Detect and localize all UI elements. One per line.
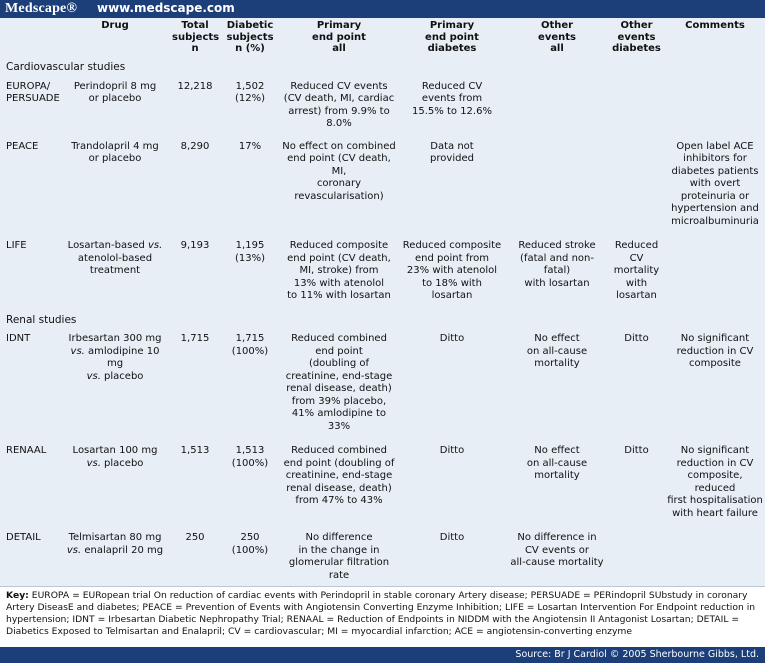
- cell-study: EUROPA/ PERSUADE: [6, 80, 60, 104]
- source-citation: Source: Br J Cardiol © 2005 Sherbourne Gibbs, Ltd.: [515, 649, 759, 660]
- cell-diabetic-subjects: 1,513 (100%): [231, 445, 269, 469]
- cell-other-events-all: No difference in CV events or all-cause mortality: [510, 532, 604, 568]
- key-text: EUROPA = EURopean trial On reduction of cardiac events with Perindopril in stable coronary Artery disease; PERSUADE = PERindopril SUbstudy in coronary Artery DiseasE and diabetes; PEACE = Prevention of Events with Angiotensin Converting Enzyme Inhibition; LIFE = Losartan Intervention For Endpoint reduction in hypertension; IDNT = Irbesartan Diabetic Nephropathy Trial; RENAAL = Reduction of Endpoints in NIDDM with the Angiotensin II Antagonist Losartan; DETAIL = Diabetics Exposed to Telmisartan and Enalapril; CV = cardiovascular; MI = myocardial infarction; ACE = angiotensin-converting enzyme: [6, 590, 756, 637]
- cell-other-events-diabetes: Ditto: [624, 333, 649, 344]
- cell-primary-end-point-diabetes: Ditto: [439, 532, 465, 543]
- section-header-row: [0, 311, 765, 330]
- table-row: [0, 441, 765, 528]
- table-row: [0, 528, 765, 590]
- cell-drug: Irbesartan 300 mg vs. amlodipine 10 mg vs. placebo: [68, 333, 162, 382]
- cell-study: PEACE: [6, 140, 39, 152]
- table-body: [0, 58, 765, 590]
- column-header-drug: Drug: [101, 20, 129, 31]
- cell-total-subjects: 12,218: [177, 80, 213, 92]
- cell-diabetic-subjects: 17%: [238, 140, 262, 152]
- cell-study: RENAAL: [6, 445, 47, 456]
- column-header-primary-end-point-diabetes: Primary end point diabetes: [425, 20, 479, 54]
- cell-primary-end-point-all: Reduced CV events (CV death, MI, cardiac arrest) from 9.9% to 8.0%: [283, 80, 395, 129]
- cell-other-events-all: No effect on all-cause mortality: [526, 333, 588, 369]
- medscape-logo[interactable]: Medscape®: [5, 1, 78, 16]
- cell-primary-end-point-all: Reduced combined end point (doubling of creatinine, end-stage renal disease, death) from 47% to 43%: [283, 445, 395, 506]
- table-row: [0, 329, 765, 441]
- cell-study: LIFE: [6, 240, 27, 251]
- cell-comments: [665, 77, 765, 137]
- cell-total-subjects: 250: [185, 532, 205, 543]
- cell-comments: No significant reduction in CV composite, reduced first hospitalisation with heart failure: [667, 445, 763, 519]
- cell-other-events-all: No effect on all-cause mortality: [526, 445, 588, 481]
- cell-primary-end-point-diabetes: Data not provided: [430, 140, 474, 164]
- section-title: Cardiovascular studies: [6, 61, 126, 73]
- cell-other-events-diabetes: Ditto: [624, 445, 649, 456]
- medscape-header-bar: [0, 0, 765, 18]
- cell-diabetic-subjects: 1,195 (13%): [234, 240, 266, 264]
- source-bar: [0, 647, 765, 663]
- column-header-other-events-diabetes: Other events diabetes: [612, 20, 661, 54]
- cell-diabetic-subjects: 1,715 (100%): [231, 333, 269, 357]
- cell-other-events-diabetes: [608, 528, 665, 590]
- cell-primary-end-point-diabetes: Ditto: [439, 333, 465, 344]
- column-header-diabetic-subjects: Diabetic subjects n (%): [226, 20, 274, 54]
- table-row: [0, 137, 765, 237]
- column-header-study: [0, 18, 60, 58]
- trials-table: [0, 18, 765, 590]
- cell-drug: Losartan 100 mg vs. placebo: [72, 445, 158, 469]
- cell-primary-end-point-all: No effect on combined end point (CV death, MI, coronary revascularisation): [282, 140, 396, 202]
- cell-drug: Trandolapril 4 mg or placebo: [71, 140, 159, 164]
- column-header-comments: Comments: [685, 20, 745, 31]
- table-area: [0, 18, 765, 586]
- cell-study: IDNT: [6, 333, 31, 344]
- cell-primary-end-point-diabetes: Ditto: [439, 445, 465, 456]
- cell-other-events-all: [506, 137, 608, 237]
- cell-primary-end-point-all: Reduced combined end point (doubling of creatinine, end-stage renal disease, death) from 39% placebo, 41% amlodipine to 33%: [285, 333, 393, 432]
- cell-other-events-all: Reduced stroke (fatal and non-fatal) with losartan: [518, 240, 596, 289]
- cell-study: DETAIL: [6, 532, 41, 543]
- cell-primary-end-point-diabetes: Reduced CV events from 15.5% to 12.6%: [412, 80, 492, 117]
- cell-total-subjects: 1,513: [180, 445, 210, 456]
- cell-drug: Perindopril 8 mg or placebo: [73, 80, 157, 104]
- section-header-row: [0, 58, 765, 77]
- cell-total-subjects: 8,290: [180, 140, 210, 152]
- cell-total-subjects: 9,193: [180, 240, 210, 251]
- cell-total-subjects: 1,715: [180, 333, 210, 344]
- table-header-row: [0, 18, 765, 58]
- cell-other-events-diabetes: Reduced CV mortality with losartan: [613, 240, 660, 301]
- cell-primary-end-point-all: No difference in the change in glomerular filtration rate: [288, 532, 390, 581]
- cell-diabetic-subjects: 1,502 (12%): [234, 80, 266, 104]
- column-header-total-subjects: Total subjects n: [172, 20, 220, 54]
- key-label: Key:: [6, 590, 29, 601]
- table-row: [0, 77, 765, 137]
- column-header-other-events-all: Other events all: [538, 20, 576, 54]
- cell-comments: No significant reduction in CV composite: [676, 333, 754, 369]
- cell-diabetic-subjects: 250 (100%): [231, 532, 269, 556]
- column-header-primary-end-point-all: Primary end point all: [312, 20, 366, 54]
- abbreviation-key: [0, 586, 765, 647]
- cell-other-events-diabetes: [608, 77, 665, 137]
- site-url[interactable]: www.medscape.com: [97, 1, 235, 15]
- cell-drug: Telmisartan 80 mg vs. enalapril 20 mg: [66, 532, 164, 556]
- cell-comments: [665, 236, 765, 311]
- cell-other-events-diabetes: [608, 137, 665, 237]
- cell-other-events-all: [506, 77, 608, 137]
- cell-comments: [665, 528, 765, 590]
- section-title: Renal studies: [6, 313, 77, 326]
- cell-comments: Open label ACE inhibitors for diabetes patients with overt proteinuria or hypertension and microalbuminuria: [671, 140, 759, 227]
- cell-primary-end-point-all: Reduced composite end point (CV death, MI, stroke) from 13% with atenolol to 11% with losartan: [287, 240, 391, 301]
- cell-primary-end-point-diabetes: Reduced composite end point from 23% with atenolol to 18% with losartan: [402, 240, 502, 301]
- cell-drug: Losartan-based vs. atenolol-based treatment: [67, 240, 163, 276]
- table-row: [0, 236, 765, 311]
